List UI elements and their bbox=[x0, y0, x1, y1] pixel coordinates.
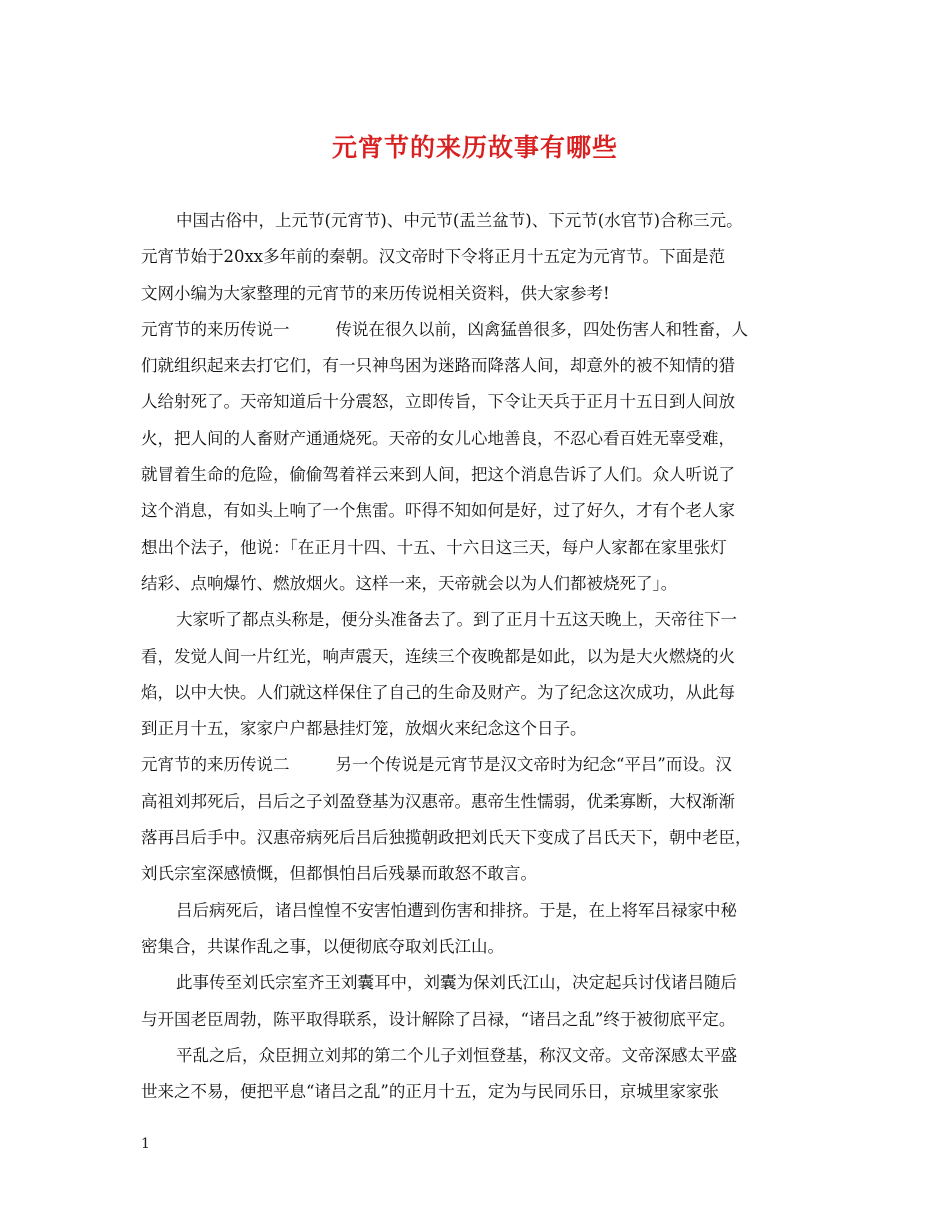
text-line: 结彩、点响爆竹、燃放烟火。这样一来，天帝就会以为人们都被烧死了」。 bbox=[141, 573, 678, 593]
text-line: 人给射死了。天帝知道后十分震怒，立即传旨，下令让天兵于正月十五日到人间放 bbox=[141, 392, 735, 412]
legend2-line bbox=[141, 747, 813, 783]
text-line: 吕后病死后，诸吕惶惶不安害怕遭到伤害和排挤。于是，在上将军吕禄家中秘 bbox=[176, 900, 737, 920]
text-line: 就冒着生命的危险，偷偷驾着祥云来到人间，把这个消息告诉了人们。众人听说了 bbox=[141, 465, 735, 485]
text-line: 此事传至刘氏宗室齐王刘囊耳中，刘囊为保刘氏江山，决定起兵讨伐诸吕随后 bbox=[176, 973, 737, 993]
text-line: 世来之不易，便把平息“诸吕之乱”的正月十五，定为与民同乐日，京城里家家张 bbox=[141, 1082, 719, 1102]
text-line: 平乱之后，众臣拥立刘邦的第二个儿子刘恒登基，称汉文帝。文帝深感太平盛 bbox=[176, 1045, 737, 1065]
text-line: 落再吕后手中。汉惠帝病死后吕后独揽朝政把刘氏天下变成了吕氏天下，朝中老臣， bbox=[141, 828, 752, 848]
page-number: 1 bbox=[141, 1136, 150, 1152]
text-line: 想出个法子，他说：「在正月十四、十五、十六日这三天，每户人家都在家里张灯 bbox=[141, 537, 727, 557]
text-span: 传说在很久以前，凶禽猛兽很多，四处伤害人和牲畜，人 bbox=[335, 319, 748, 339]
text-line: 高祖刘邦死后，吕后之子刘盈登基为汉惠帝。惠帝生性懦弱，优柔寡断，大权渐渐 bbox=[141, 791, 735, 811]
article-body bbox=[141, 203, 813, 1110]
text-line: 们就组织起来去打它们，有一只神鸟困为迷路而降落人间，却意外的被不知情的猎 bbox=[141, 356, 735, 376]
text-line: 这个消息，有如头上响了一个焦雷。吓得不知如何是好，过了好久，才有个老人家 bbox=[141, 501, 735, 521]
text-span: 另一个传说是元宵节是汉文帝时为纪念“平吕”而设。汉 bbox=[335, 755, 732, 775]
text-line: 元宵节始于20xx多年前的秦朝。汉文帝时下令将正月十五定为元宵节。下面是范 bbox=[141, 247, 726, 267]
legend1-line bbox=[141, 312, 813, 348]
text-line: 刘氏宗室深感愤慨，但都惧怕吕后残暴而敢怒不敢言。 bbox=[141, 864, 537, 884]
text-line: 文网小编为大家整理的元宵节的来历传说相关资料，供大家参考! bbox=[141, 283, 610, 303]
text-line: 火，把人间的人畜财产通通烧死。天帝的女儿心地善良，不忍心看百姓无辜受难， bbox=[141, 428, 735, 448]
text-line: 到正月十五，家家户户都悬挂灯笼，放烟火来纪念这个日子。 bbox=[141, 719, 587, 739]
text-line: 中国古俗中，上元节(元宵节)、中元节(盂兰盆节)、下元节(水官节)合称三元。 bbox=[176, 211, 743, 230]
text-line: 与开国老臣周勃，陈平取得联系，设计解除了吕禄，“诸吕之乱”终于被彻底平定。 bbox=[141, 1009, 736, 1029]
text-line: 大家听了都点头称是，便分头准备去了。到了正月十五这天晚上，天帝往下一 bbox=[176, 610, 737, 630]
text-line: 密集合，共谋作乱之事，以便彻底夺取刘氏江山。 bbox=[141, 936, 504, 956]
page-title: 元宵节的来历故事有哪些 bbox=[331, 133, 618, 162]
section-heading: 元宵节的来历传说二 bbox=[141, 755, 290, 775]
section-heading: 元宵节的来历传说一 bbox=[141, 319, 290, 339]
text-line: 看，发觉人间一片红光，响声震天，连续三个夜晚都是如此，以为是大火燃烧的火 bbox=[141, 646, 735, 666]
text-line: 焰，以中大快。人们就这样保住了自己的生命及财产。为了纪念这次成功，从此每 bbox=[141, 682, 735, 702]
